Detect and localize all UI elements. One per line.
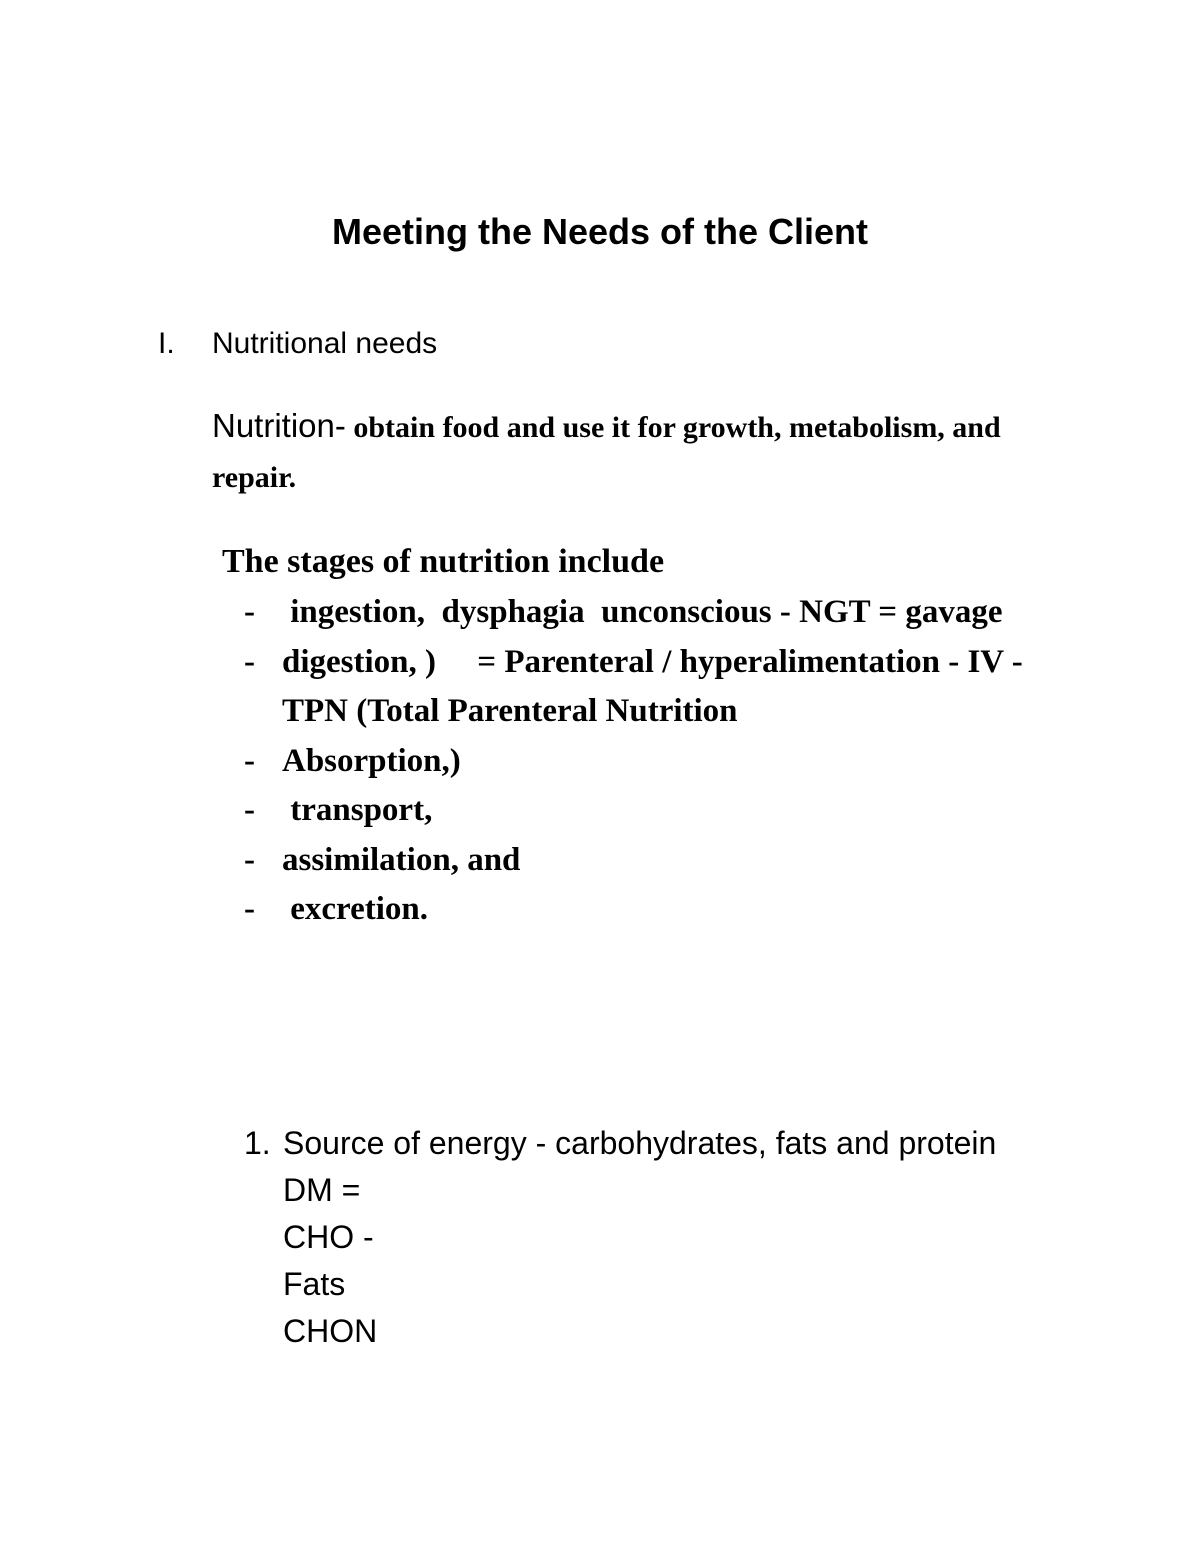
stage-item-absorption (244, 737, 1084, 787)
numbered-item-energy-source (244, 1120, 1064, 1355)
list-dash: - (244, 742, 255, 779)
stage-text: excretion. (282, 891, 429, 927)
list-dash: - (244, 594, 255, 630)
stage-text: digestion, ) = Parenteral / hyperalimentation - IV - TPN (Total Parenteral Nutrition (282, 643, 1031, 729)
item-text: Source of energy - carbohydrates, fats and protein (283, 1125, 997, 1161)
item-line-chon: CHON (283, 1313, 378, 1349)
definition-term: Nutrition- (212, 407, 346, 444)
stage-item-ingestion (244, 588, 1084, 638)
item-line-dm: DM = (283, 1172, 361, 1208)
stage-item-assimilation (244, 836, 1084, 886)
stage-text: ingestion, dysphagia unconscious - NGT = gavage (282, 594, 1003, 630)
stage-text: assimilation, and (282, 841, 521, 878)
list-dash: - (244, 643, 255, 680)
item-line-cho: CHO - (283, 1219, 374, 1255)
list-dash: - (244, 891, 255, 927)
section-heading: Nutritional needs (212, 327, 438, 360)
stage-item-transport (244, 786, 1084, 836)
definition-text: obtain food and use it for growth, metabolism, and repair. (212, 411, 1001, 494)
list-dash: - (244, 792, 255, 828)
stage-item-excretion (244, 885, 1084, 935)
stage-item-digestion (244, 638, 1084, 737)
stage-text: transport, (282, 792, 433, 828)
stages-heading: The stages of nutrition include (222, 543, 665, 580)
item-body (283, 1120, 1064, 1355)
section-number: I. (158, 327, 175, 360)
item-line-fats: Fats (283, 1266, 346, 1302)
list-dash: - (244, 841, 255, 878)
stages-list (244, 588, 1084, 935)
page-title: Meeting the Needs of the Client (331, 211, 869, 252)
item-number: 1. (244, 1125, 271, 1161)
nutrition-definition (212, 403, 1072, 505)
stage-text: Absorption,) (282, 742, 461, 779)
